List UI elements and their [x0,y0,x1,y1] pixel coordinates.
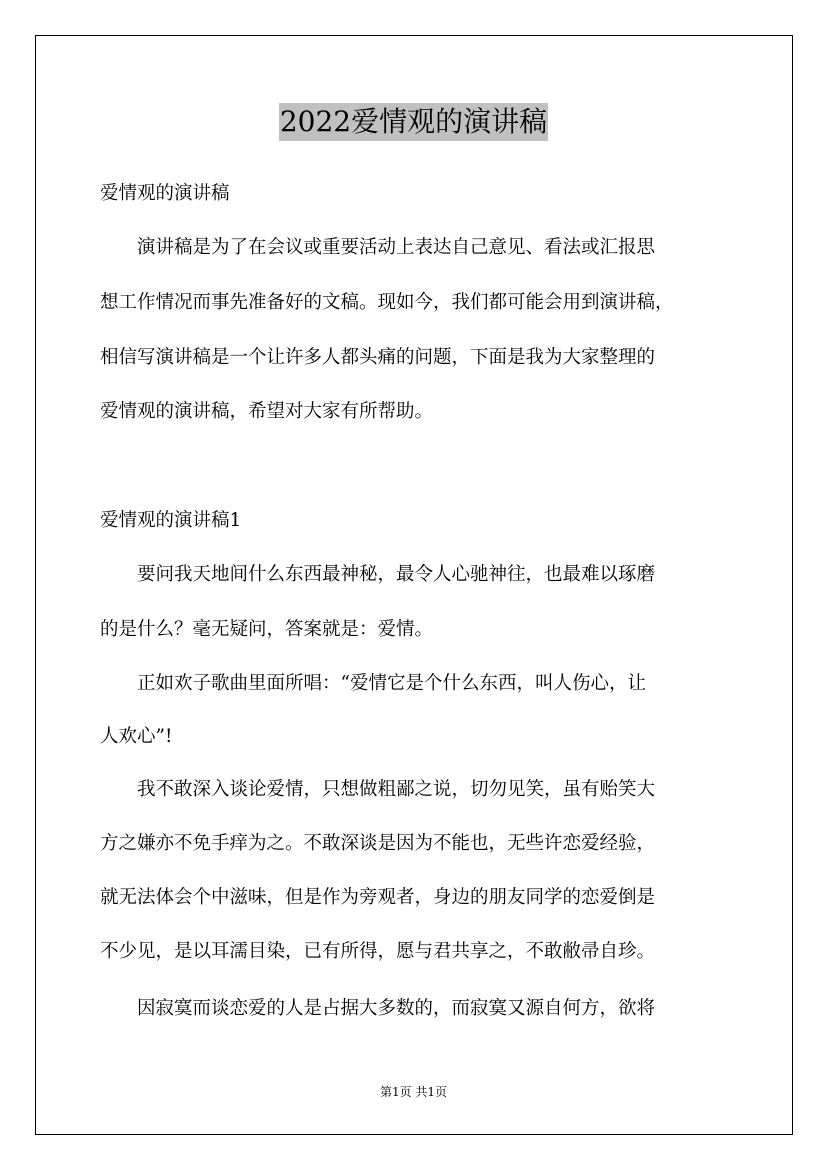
text-line: 爱情观的演讲稿 [100,183,230,204]
text-line: 的是什么？毫无疑问，答案就是：爱情。 [100,619,434,640]
text-line: 我不敢深入谈论爱情，只想做粗鄙之说，切勿见笑，虽有贻笑大 [137,779,656,800]
text-line: 想工作情况而事先准备好的文稿。现如今，我们都可能会用到演讲稿， [100,292,674,313]
text-line: 方之嫌亦不免手痒为之。不敢深谈是因为不能也，无些许恋爱经验， [100,833,656,854]
text-line: 正如欢子歌曲里面所唱：“爱情它是个什么东西，叫人伤心，让 [137,673,646,694]
text-line: 要问我天地间什么东西最神秘，最令人心驰神往，也最难以琢磨 [137,564,656,585]
text-line: 爱情观的演讲稿，希望对大家有所帮助。 [100,401,434,422]
text-line: 不少见，是以耳濡目染，已有所得，愿与君共享之，不敢敝帚自珍。 [100,941,656,962]
text-line: 因寂寞而谈恋爱的人是占据大多数的，而寂寞又源自何方，欲将 [137,998,656,1019]
title-container [0,103,827,141]
text-line: 演讲稿是为了在会议或重要活动上表达自己意见、看法或汇报思 [137,237,656,258]
text-line: 人欢心”! [100,726,173,747]
document-title: 2022爱情观的演讲稿 [279,103,548,141]
text-line: 爱情观的演讲稿1 [100,510,242,531]
text-line: 就无法体会个中滋味，但是作为旁观者，身边的朋友同学的恋爱倒是 [100,887,656,908]
page-footer: 第1页 共1页 [379,1085,448,1099]
text-line: 相信写演讲稿是一个让许多人都头痛的问题，下面是我为大家整理的 [100,347,656,368]
